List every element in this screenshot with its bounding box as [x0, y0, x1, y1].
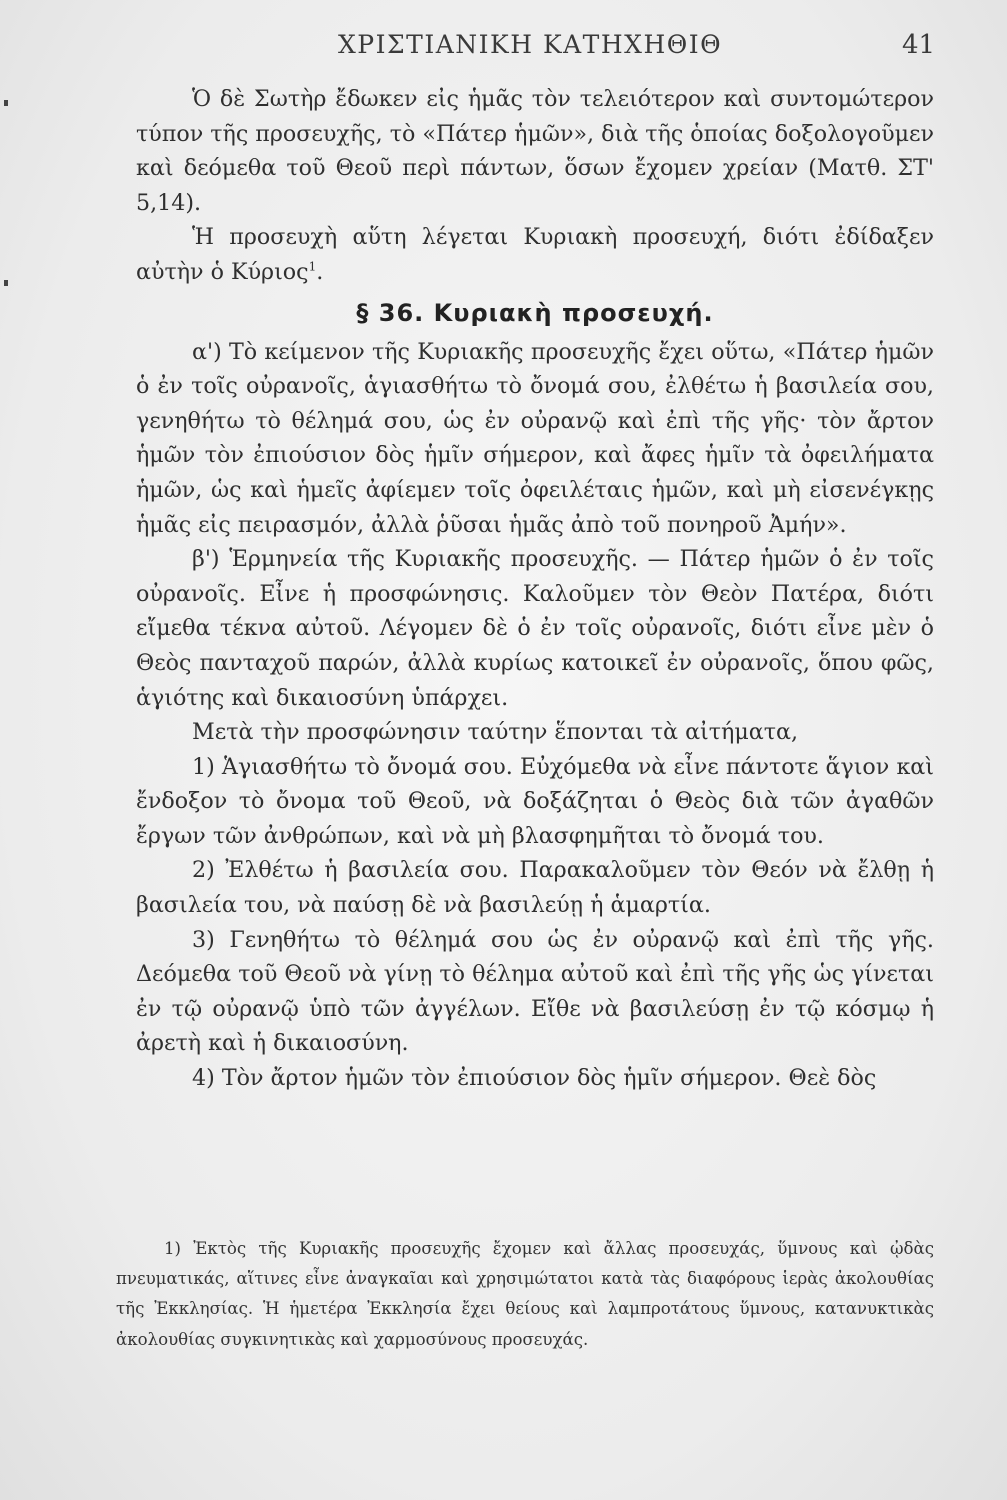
paragraph: 3) Γενηθήτω τὸ θέλημά σου ὡς ἐν οὐρανῷ καὶ ἐπὶ τῆς γῆς. Δεόμεθα τοῦ Θεοῦ νὰ γίνῃ τὸ θέλημα αὐτοῦ καὶ ἐπὶ τῆς γῆς ὡς γίνεται ἐν τῷ οὐρανῷ ὑπὸ τῶν ἀγγέλων. Εἴθε νὰ βασιλεύσῃ ἐν τῷ κόσμῳ ἡ ἀρετὴ καὶ ἡ δικαιοσύνη. — [136, 926, 934, 1057]
footnote: 1) Ἐκτὸς τῆς Κυριακῆς προσευχῆς ἔχομεν καὶ ἄλλας προσευχάς, ὕμνους καὶ ᾠδὰς πνευματικάς, αἵτινες εἶνε ἀναγκαῖαι καὶ χρησιμώτατοι κατὰ τὰς διαφόρους ἱερὰς ἀκολουθίας τῆς Ἐκκλησίας. Ἡ ἡμετέρα Ἐκκλησία ἔχει θείους καὶ λαμπροτάτους ὕμνους, κατανυκτικὰς ἀκολουθίας συγκινητικὰς καὶ χαρμοσύνους προσευχάς. — [116, 1239, 934, 1349]
running-title: ΧΡΙΣΤΙΑΝΙΚΗ ΚΑΤΗΧΗΘΙΘ — [338, 30, 723, 59]
footnotes — [116, 1234, 934, 1355]
margin-mark — [4, 280, 8, 286]
paragraph: 4) Τὸν ἄρτον ἡμῶν τὸν ἐπιούσιον δὸς ἡμῖν σήμερον. Θεὲ δὸς — [192, 1065, 877, 1092]
paragraph: 1) Ἁγιασθήτω τὸ ὄνομά σου. Εὐχόμεθα νὰ εἶνε πάντοτε ἅγιον καὶ ἔνδοξον τὸ ὄνομα τοῦ Θεοῦ, νὰ δοξάζηται ὁ Θεὸς διὰ τῶν ἀγαθῶν ἔργων τῶν ἀνθρώπων, καὶ νὰ μὴ βλασφημῆται τὸ ὄνομά του. — [136, 753, 934, 849]
margin-mark — [4, 100, 8, 106]
paragraph: Ὁ δὲ Σωτὴρ ἔδωκεν εἰς ἡμᾶς τὸν τελειότερον καὶ συντομώτερον τύπον τῆς προσευχῆς, τὸ «Πάτερ ἡμῶν», διὰ τῆς ὁποίας δοξολογοῦμεν καὶ δεόμεθα τοῦ Θεοῦ περὶ πάντων, ὅσων ἔχομεν χρείαν (Ματθ. ΣΤ' 5,14). — [136, 86, 934, 216]
paragraph-text: Ἡ προσευχὴ αὕτη λέγεται Κυριακὴ προσευχή, διότι ἐδίδαξεν αὐτὴν ὁ Κύριος — [136, 224, 934, 285]
running-header — [0, 26, 1007, 66]
paragraph-end: . — [316, 258, 324, 285]
main-text — [136, 82, 934, 1096]
paragraph: 2) Ἐλθέτω ἡ βασιλεία σου. Παρακαλοῦμεν τὸν Θεόν νὰ ἔλθῃ ἡ βασιλεία του, νὰ παύσῃ δὲ νὰ βασιλεύῃ ἡ ἁμαρτία. — [136, 857, 934, 919]
paragraph — [136, 220, 934, 289]
section-heading: § 36. Κυριακὴ προσευχή. — [356, 298, 714, 327]
paragraph: β') Ἑρμηνεία τῆς Κυριακῆς προσευχῆς. — Πάτερ ἡμῶν ὁ ἐν τοῖς οὐρανοῖς. Εἶνε ἡ προσφώνησις. Καλοῦμεν τὸν Θεὸν Πατέρα, διότι εἴμεθα τέκνα αὐτοῦ. Λέγομεν δὲ ὁ ἐν τοῖς οὐρανοῖς, διότι εἶνε μὲν ὁ Θεὸς πανταχοῦ παρών, ἀλλὰ κυρίως κατοικεῖ ἐν οὐρανοῖς, ὅπου φῶς, ἁγιότης καὶ δικαιοσύνη ὑπάρχει. — [136, 546, 934, 711]
paragraph: Μετὰ τὴν προσφώνησιν ταύτην ἕπονται τὰ αἰτήματα, — [192, 719, 799, 746]
paragraph: α') Τὸ κείμενον τῆς Κυριακῆς προσευχῆς ἔχει οὕτω, «Πάτερ ἡμῶν ὁ ἐν τοῖς οὐρανοῖς, ἁγιασθήτω τὸ ὄνομά σου, ἐλθέτω ἡ βασιλεία σου, γενηθήτω τὸ θέλημά σου, ὡς ἐν οὐρανῷ καὶ ἐπὶ τῆς γῆς· τὸν ἄρτον ἡμῶν τὸν ἐπιούσιον δὸς ἡμῖν σήμερον, καὶ ἄφες ἡμῖν τὰ ὀφειλήματα ἡμῶν, ὡς καὶ ἡμεῖς ἀφίεμεν τοῖς ὀφειλέταις ἡμῶν, καὶ μὴ εἰσενέγκῃς ἡμᾶς εἰς πειρασμόν, ἀλλὰ ῥῦσαι ἡμᾶς ἀπὸ τοῦ πονηροῦ Ἀμήν». — [136, 338, 934, 538]
page-number: 41 — [902, 30, 936, 60]
footnote-reference: 1 — [308, 259, 317, 274]
